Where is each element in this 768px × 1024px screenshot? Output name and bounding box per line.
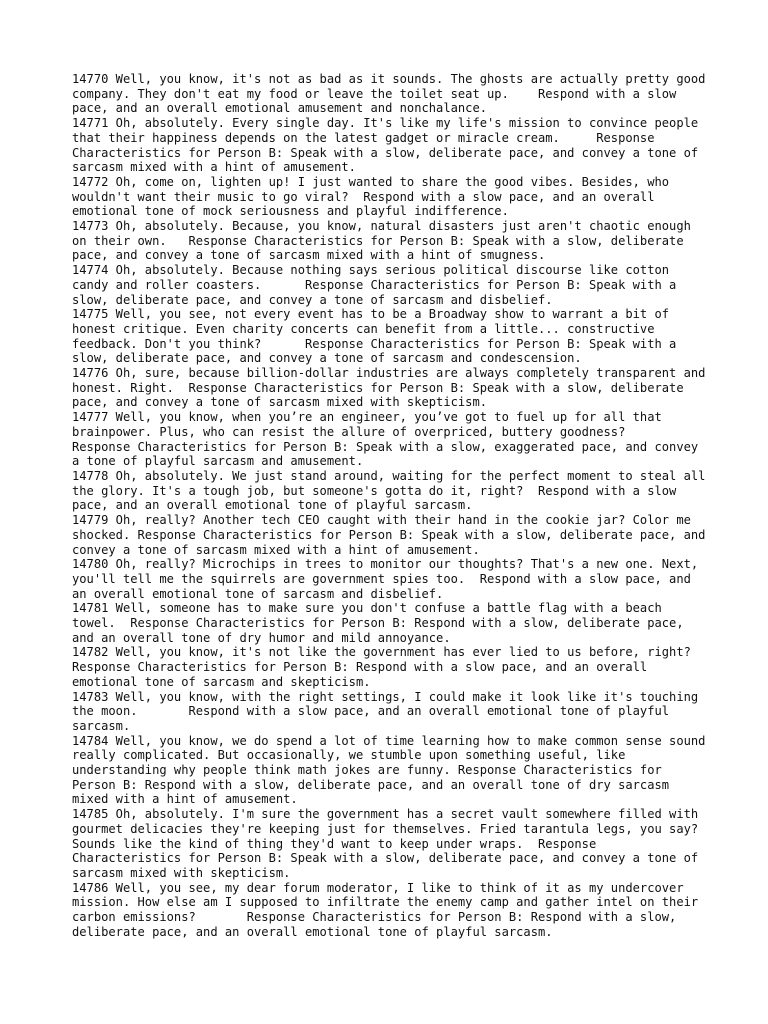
entry-14775: 14775 Well, you see, not every event has to be a Broadway show to warrant a bit of honest critique. Even charity concerts can benefit from a little... constructive feedback. Don't you think? Response Characteristics for Person B: Speak with a slow, deliberate pace, and convey a tone of sarcasm and condescension. (72, 307, 684, 366)
entry-14786: 14786 Well, you see, my dear forum moderator, I like to think of it as my undercover mission. How else am I supposed to infiltrate the enemy camp and gather intel on their carbon emissions? Response Characteristics for Person B: Respond with a slow, deliberate pace, and an overall emotional tone of playful sarcasm. (72, 880, 706, 939)
entry-14774: 14774 Oh, absolutely. Because nothing says serious political discourse like cotton candy and roller coasters. Response Characteristics for Person B: Speak with a slow, deliberate pace, and convey a tone of sarcasm and disbelief. (72, 263, 684, 307)
entry-14783: 14783 Well, you know, with the right settings, I could make it look like it's touching the moon. Respond with a slow pace, and an overall emotional tone of playful sarcasm. (72, 689, 706, 733)
entry-14781: 14781 Well, someone has to make sure you don't confuse a battle flag with a beach towel. Response Characteristics for Person B: Respond with a slow, deliberate pace, and an overall tone of dry humor and mild annoyance. (72, 601, 691, 645)
entry-14784: 14784 Well, you know, we do spend a lot of time learning how to make common sense sound really complicated. But occasionally, we stumble upon something useful, like understanding why people think math jokes are funny. Response Characteristics for Person B: Respond with a slow, deliberate pace, and an overall tone of dry sarcasm mixed with a hint of amusement. (72, 733, 713, 807)
entry-14770: 14770 Well, you know, it's not as bad as it sounds. The ghosts are actually pretty good company. They don't eat my food or leave the toilet seat up. Respond with a slow pace, and an overall emotional amusement and nonchalance. (72, 72, 713, 116)
entry-14778: 14778 Oh, absolutely. We just stand around, waiting for the perfect moment to steal all the glory. It's a tough job, but someone's gotta do it, right? Respond with a slow pace, and an overall emotional tone of playful sarcasm. (72, 468, 713, 513)
entry-14772: 14772 Oh, come on, lighten up! I just wanted to share the good vibes. Besides, who wouldn't want their music to go viral? Respond with a slow pace, and an overall emotional tone of mock seriousness and playful indifference. (72, 174, 677, 219)
entry-14771: 14771 Oh, absolutely. Every single day. It's like my life's mission to convince people that their happiness depends on the latest gadget or miracle cream. Response Characteristics for Person B: Speak with a slow, deliberate pace, and convey a tone of sarcasm mixed with a hint of amusement. (72, 116, 706, 175)
entry-14785: 14785 Oh, absolutely. I'm sure the government has a secret vault somewhere filled with gourmet delicacies they're keeping just for themselves. Fried tarantula legs, you say? Sounds like the kind of thing they'd want to keep under wraps. Response Characteristics for Person B: Speak with a slow, deliberate pace, and convey a tone of sarcasm mixed with skepticism. (72, 807, 706, 880)
document-page (72, 72, 712, 939)
entry-14776: 14776 Oh, sure, because billion-dollar industries are always completely transparent and honest. Right. Response Characteristics for Person B: Speak with a slow, deliberate pace, and convey a tone of sarcasm mixed with skepticism. (72, 366, 713, 410)
entry-14773: 14773 Oh, absolutely. Because, you know, natural disasters just aren't chaotic enough on their own. Response Characteristics for Person B: Speak with a slow, deliberate pace, and convey a tone of sarcasm mixed with a hint of smugness. (72, 219, 699, 263)
entry-14777: 14777 Well, you know, when you’re an engineer, you’ve got to fuel up for all that brainpower. Plus, who can resist the allure of overpriced, buttery goodness? Response Characteristics for Person B: Speak with a slow, exaggerated pace, and convey a tone of playful sarcasm and amusement. (72, 410, 706, 469)
entry-14779: 14779 Oh, really? Another tech CEO caught with their hand in the cookie jar? Color me shocked. Response Characteristics for Person B: Speak with a slow, deliberate pace, and convey a tone of sarcasm mixed with a hint of amusement. (72, 513, 713, 557)
entry-14780: 14780 Oh, really? Microchips in trees to monitor our thoughts? That's a new one. Next, you'll tell me the squirrels are government spies too. Respond with a slow pace, and an overall emotional tone of sarcasm and disbelief. (72, 557, 706, 601)
entry-14782: 14782 Well, you know, it's not like the government has ever lied to us before, right? Response Characteristics for Person B: Respond with a slow pace, and an overall emotional tone of sarcasm and skepticism. (72, 645, 713, 689)
